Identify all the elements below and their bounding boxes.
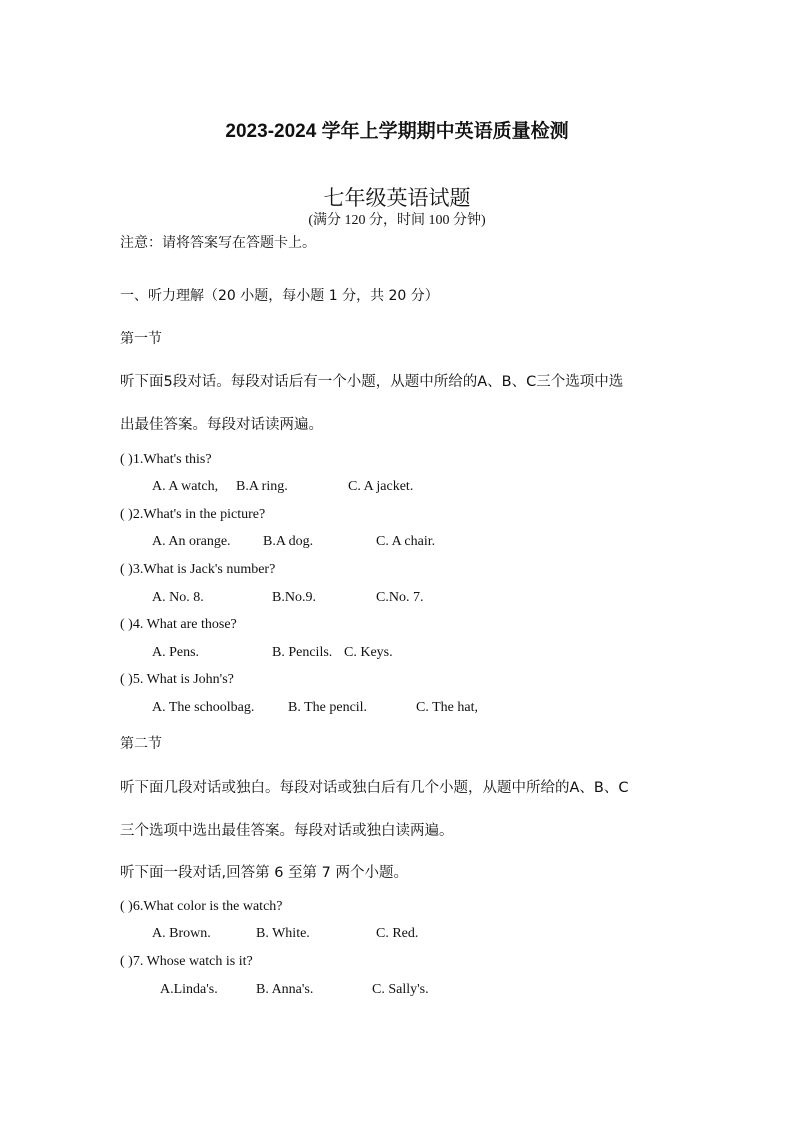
answer-bracket[interactable]: ( ): [120, 672, 133, 687]
option-c: C. A jacket.: [348, 479, 414, 494]
question-row: [120, 617, 237, 633]
option-a: A. Pens.: [152, 645, 200, 660]
option-b: B.A ring.: [236, 479, 288, 494]
question-text: 3.What is Jack's number?: [132, 562, 276, 577]
option-b: B. Pencils.: [272, 645, 333, 660]
answer-bracket[interactable]: ( ): [120, 617, 133, 632]
option-a: A. Brown.: [152, 926, 211, 941]
part2-instruction-line2: 三个选项中选出最佳答案。每段对话或独白读两遍。: [120, 823, 454, 839]
exam-main-title: 2023-2024 学年上学期期中英语质量检测: [225, 121, 569, 142]
question-row: [120, 452, 212, 468]
question-row: [120, 672, 234, 688]
answer-bracket[interactable]: ( ): [120, 954, 133, 969]
option-c: C. A chair.: [376, 534, 436, 549]
option-b: B. White.: [256, 926, 310, 941]
question-row: [120, 899, 283, 915]
part1-label: 第一节: [120, 331, 162, 347]
option-b: B. Anna's.: [256, 982, 314, 997]
question-text: 2.What's in the picture?: [132, 507, 266, 522]
part2-instruction-line3: 听下面一段对话,回答第 6 至第 7 两个小题。: [120, 865, 408, 881]
option-c: C.No. 7.: [376, 590, 424, 605]
option-b: B.A dog.: [263, 534, 314, 549]
answer-bracket[interactable]: ( ): [120, 507, 133, 522]
option-a: A.Linda's.: [160, 982, 218, 997]
question-text: 1.What's this?: [132, 452, 212, 467]
option-c: C. The hat,: [416, 700, 478, 715]
answer-bracket[interactable]: ( ): [120, 899, 133, 914]
question-text: 6.What color is the watch?: [132, 899, 283, 914]
exam-sub-title: 七年级英语试题: [323, 186, 471, 210]
option-a: A. No. 8.: [152, 590, 204, 605]
part2-instruction-line1: 听下面几段对话或独白。每段对话或独白后有几个小题，从题中所给的A、B、C: [120, 780, 629, 796]
question-text: 7. Whose watch is it?: [132, 954, 253, 969]
notice-text: 注意：请将答案写在答题卡上。: [120, 235, 316, 251]
option-c: C. Red.: [376, 926, 419, 941]
option-a: A. An orange.: [152, 534, 231, 549]
section1-heading: 一、听力理解（20 小题，每小题 1 分，共 20 分）: [120, 288, 439, 304]
option-a: A. The schoolbag.: [152, 700, 255, 715]
option-b: B. The pencil.: [288, 700, 368, 715]
question-text: 4. What are those?: [132, 617, 237, 632]
part1-instruction-line1: 听下面5段对话。每段对话后有一个小题，从题中所给的A、B、C三个选项中选: [120, 374, 624, 390]
question-row: [120, 562, 275, 578]
option-b: B.No.9.: [272, 590, 316, 605]
option-c: C. Keys.: [344, 645, 393, 660]
question-row: [120, 507, 265, 523]
answer-bracket[interactable]: ( ): [120, 562, 133, 577]
question-text: 5. What is John's?: [132, 672, 234, 687]
answer-bracket[interactable]: ( ): [120, 452, 133, 467]
part2-label: 第二节: [120, 736, 162, 752]
option-a: A. A watch,: [152, 479, 219, 494]
option-c: C. Sally's.: [372, 982, 429, 997]
score-time-note: (满分 120 分，时间 100 分钟): [308, 213, 486, 228]
part1-instruction-line2: 出最佳答案。每段对话读两遍。: [120, 417, 323, 433]
question-row: [120, 954, 253, 970]
